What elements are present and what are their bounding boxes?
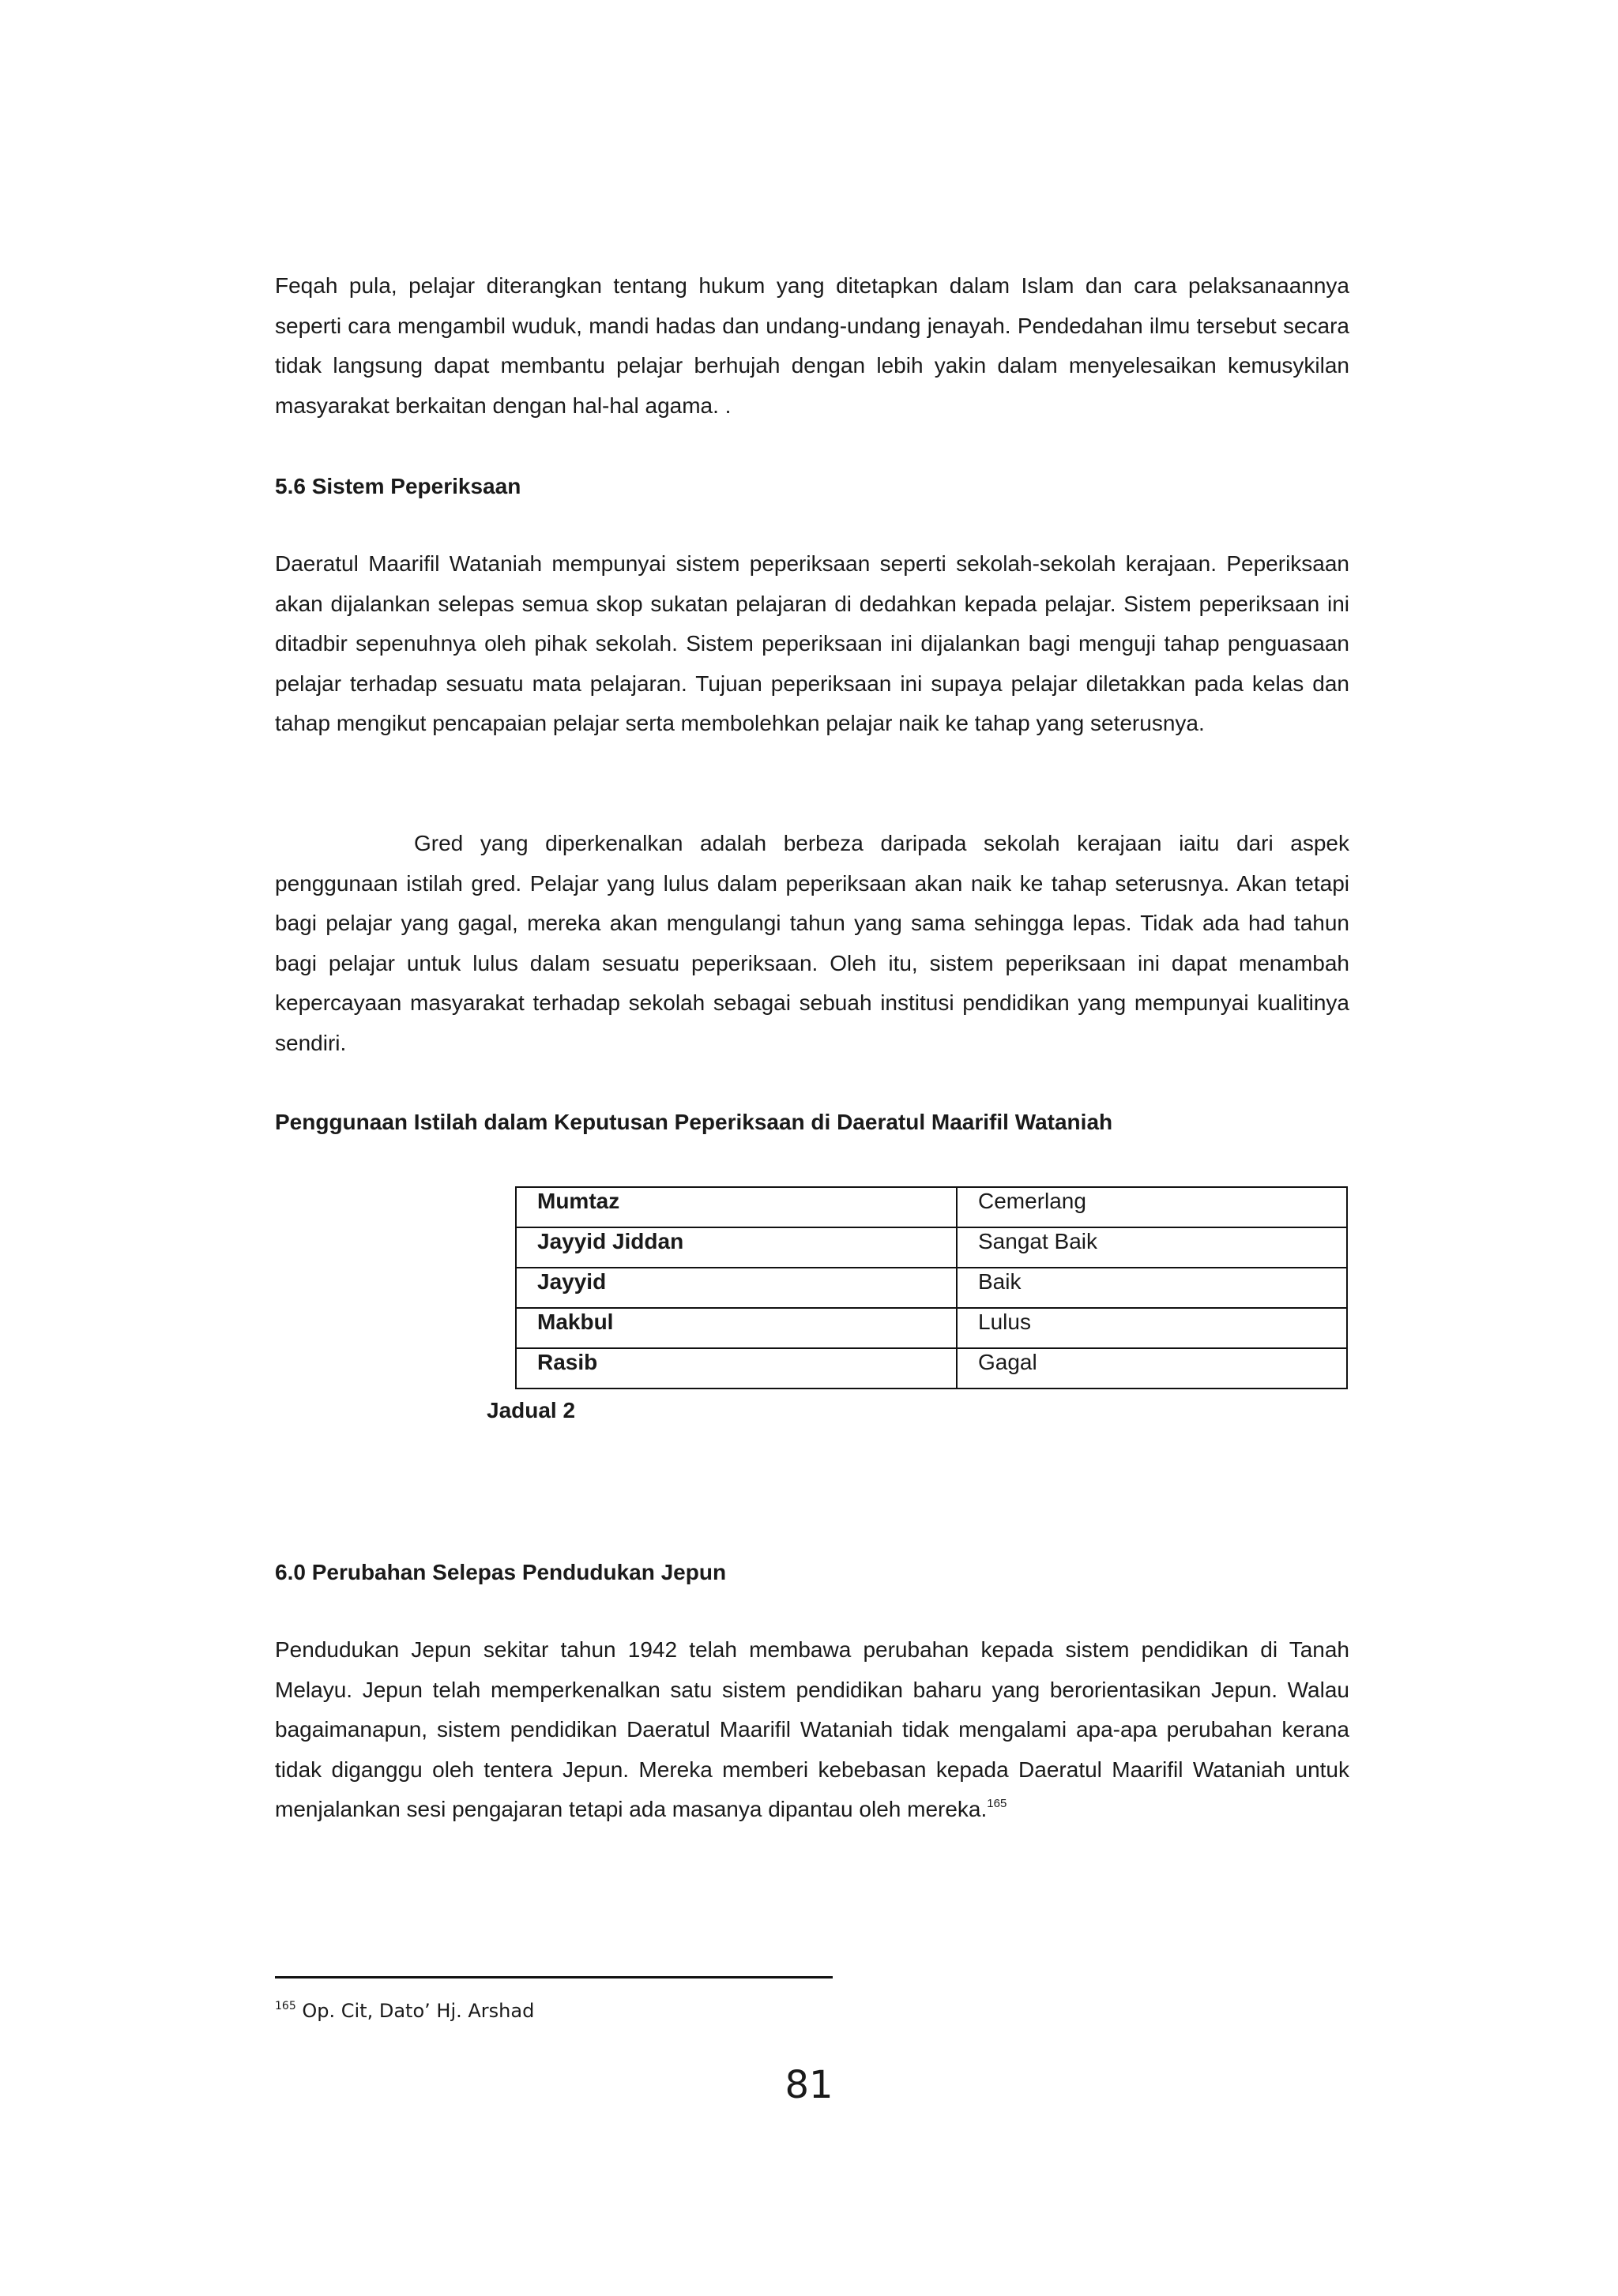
table-heading: Penggunaan Istilah dalam Keputusan Peperiksaan di Daeratul Maarifil Wataniah <box>275 1110 1113 1134</box>
footnote <box>275 2000 534 2022</box>
section-heading-5-6: 5.6 Sistem Peperiksaan <box>275 474 521 498</box>
paragraph-jepun <box>275 1630 1349 1830</box>
section-heading-6-0: 6.0 Perubahan Selepas Pendudukan Jepun <box>275 1560 727 1584</box>
paragraph-gred: Gred yang diperkenalkan adalah berbeza daripada sekolah kerajaan iaitu dari aspek penggunaan istilah gred. Pelajar yang lulus dalam peperiksaan akan naik ke tahap seterusnya. Akan tetapi bagi pelajar yang gagal, mereka akan mengulangi tahun yang sama sehingga lepas. Tidak ada had tahun bagi pelajar untuk lulus dalam sesuatu peperiksaan. Oleh itu, sistem peperiksaan ini dapat menambah kepercayaan masyarakat terhadap sekolah sebagai sebuah institusi pendidikan yang mempunyai kualitinya sendiri. <box>275 831 1349 1055</box>
grade-meaning: Baik <box>957 1268 1347 1308</box>
paragraph-peperiksaan: Daeratul Maarifil Wataniah mempunyai sistem peperiksaan seperti sekolah-sekolah kerajaan. Peperiksaan akan dijalankan selepas semua skop sukatan pelajaran di dedahkan kepada pelajar. Sistem peperiksaan ini ditadbir sepenuhnya oleh pihak sekolah. Sistem peperiksaan ini dijalankan bagi menguji tahap penguasaan pelajar terhadap sesuatu mata pelajaran. Tujuan peperiksaan ini supaya pelajar diletakkan pada kelas dan tahap mengikut pencapaian pelajar serta membolehkan pelajar naik ke tahap yang seterusnya. <box>275 551 1349 735</box>
grade-meaning: Sangat Baik <box>957 1227 1347 1268</box>
table-row <box>516 1268 1347 1308</box>
grade-term: Rasib <box>516 1348 957 1388</box>
table-row <box>516 1308 1347 1348</box>
table-row <box>516 1187 1347 1227</box>
table-caption: Jadual 2 <box>487 1398 576 1422</box>
table-row <box>516 1227 1347 1268</box>
paragraph-feqah: Feqah pula, pelajar diterangkan tentang hukum yang ditetapkan dalam Islam dan cara pelaksanaannya seperti cara mengambil wuduk, mandi hadas dan undang-undang jenayah. Pendedahan ilmu tersebut secara tidak langsung dapat membantu pelajar berhujah dengan lebih yakin dalam menyelesaikan kemusykilan masyarakat berkaitan dengan hal-hal agama. . <box>275 273 1349 418</box>
grade-meaning: Lulus <box>957 1308 1347 1348</box>
grade-term: Jayyid Jiddan <box>516 1227 957 1268</box>
grade-meaning: Cemerlang <box>957 1187 1347 1227</box>
grade-term: Makbul <box>516 1308 957 1348</box>
table-row <box>516 1348 1347 1388</box>
page-number: 81 <box>785 2063 833 2107</box>
footnote-number: 165 <box>275 2000 296 2012</box>
grade-term: Jayyid <box>516 1268 957 1308</box>
grade-meaning: Gagal <box>957 1348 1347 1388</box>
footnote-reference[interactable]: 165 <box>987 1797 1007 1810</box>
grade-term: Mumtaz <box>516 1187 957 1227</box>
footnote-divider <box>275 1976 833 1978</box>
footnote-text: Op. Cit, Dato’ Hj. Arshad <box>302 2000 535 2022</box>
grade-terms-table <box>515 1186 1348 1389</box>
paragraph-jepun-text: Pendudukan Jepun sekitar tahun 1942 telah membawa perubahan kepada sistem pendidikan di Tanah Melayu. Jepun telah memperkenalkan satu sistem pendidikan baharu yang berorientasikan Jepun. Walau bagaimanapun, sistem pendidikan Daeratul Maarifil Wataniah tidak mengalami apa-apa perubahan kerana tidak diganggu oleh tentera Jepun. Mereka memberi kebebasan kepada Daeratul Maarifil Wataniah untuk menjalankan sesi pengajaran tetapi ada masanya dipantau oleh mereka. <box>275 1637 1349 1821</box>
